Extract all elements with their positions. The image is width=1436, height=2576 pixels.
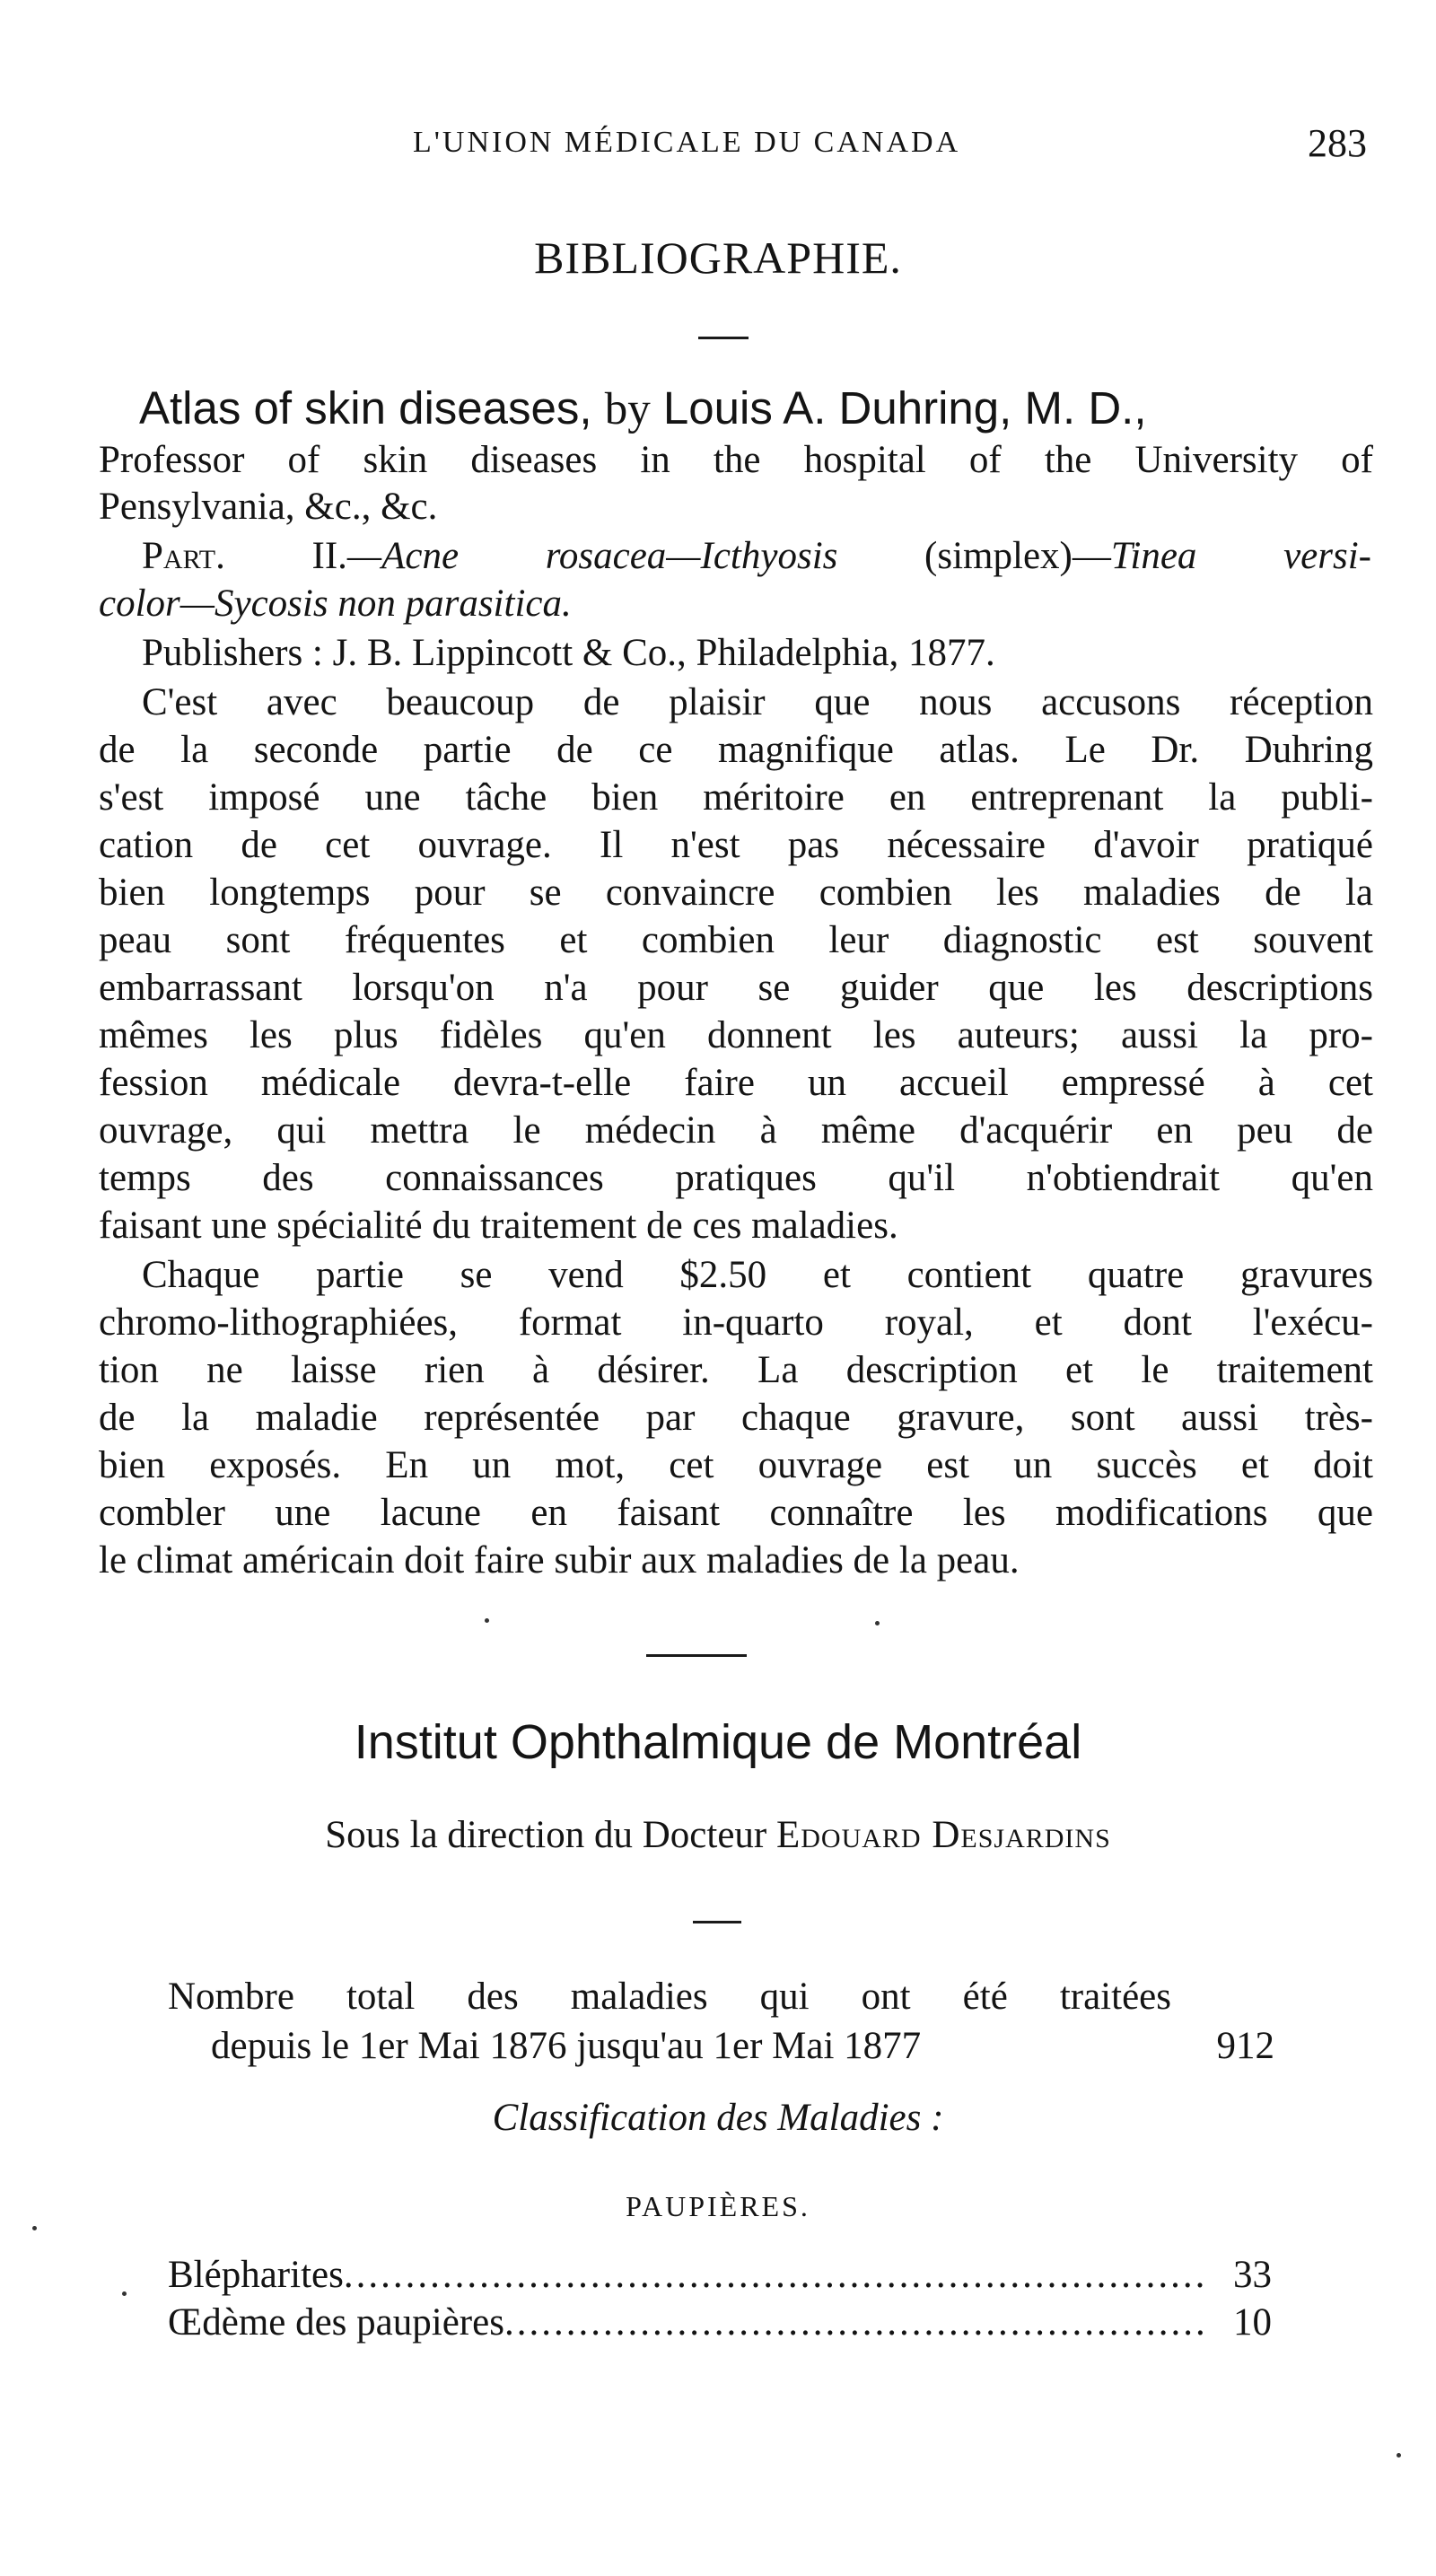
direction-line <box>0 1813 1436 1857</box>
total-value: 912 <box>1216 2025 1274 2067</box>
print-speck <box>32 2226 37 2230</box>
text-line: de la seconde partie de ce magnifique atlas. Le Dr. Duhring <box>99 729 1373 771</box>
print-speck <box>1397 2453 1401 2458</box>
print-speck <box>875 1621 880 1625</box>
divider-rule <box>693 1921 741 1923</box>
text-line: tion ne laisse rien à désirer. La description et le traitement <box>99 1349 1373 1391</box>
book-title-text: Atlas of skin diseases, <box>139 382 592 434</box>
text-line: Chaque partie se vend $2.50 et contient quatre gravures <box>142 1254 1373 1296</box>
text-line: le climat américain doit faire subir aux maladies de la peau. <box>99 1539 1020 1582</box>
classification-title: Classification des Maladies : <box>492 2097 944 2139</box>
book-subtitle-line: Pensylvania, &c., &c. <box>99 486 438 528</box>
section-divider-rule <box>646 1654 747 1657</box>
text-line: combler une lacune en faisant connaître les modifications que <box>99 1492 1373 1534</box>
text-line: de la maladie représentée par chaque gravure, sont aussi très- <box>99 1397 1373 1439</box>
print-speck <box>122 2291 127 2296</box>
part-label: Part. II. <box>142 535 347 577</box>
running-title: L'UNION MÉDICALE DU CANADA <box>413 126 961 159</box>
book-by: by <box>604 384 651 434</box>
text-line: C'est avec beaucoup de plaisir que nous accusons réception <box>142 681 1373 723</box>
row-value: 33 <box>1233 2254 1272 2296</box>
row-value: 10 <box>1233 2301 1272 2344</box>
text-line: temps des connaissances pratiques qu'il n'obtiendrait qu'en <box>99 1157 1373 1199</box>
text-line: embarrassant lorsqu'on n'a pour se guider que les descriptions <box>99 967 1373 1009</box>
text-line: mêmes les plus fidèles qu'en donnent les auteurs; aussi la pro- <box>99 1014 1373 1056</box>
section-title: BIBLIOGRAPHIE. <box>534 232 902 283</box>
total-line: Nombre total des maladies qui ont été traitées <box>168 1976 1171 2018</box>
book-subtitle-line: Professor of skin diseases in the hospital of the University of <box>99 439 1373 481</box>
book-part-line <box>142 534 1371 579</box>
row-label: Œdème des paupières <box>168 2301 504 2344</box>
running-head <box>0 121 1436 171</box>
text-line: ouvrage, qui mettra le médecin à même d'acquérir en peu de <box>99 1109 1373 1152</box>
leader-dots <box>344 2253 1209 2297</box>
book-part-line: color—Sycosis non parasitica. <box>99 583 572 625</box>
text-line: fession médicale devra-t-elle faire un accueil empressé à cet <box>99 1062 1373 1104</box>
director-name: Edouard Desjardins <box>775 1814 1111 1856</box>
table-row <box>168 2253 1272 2298</box>
total-period: depuis le 1er Mai 1876 jusqu'au 1er Mai 1877 <box>211 2025 922 2067</box>
row-label: Blépharites <box>168 2254 344 2296</box>
page-number: 283 <box>1308 121 1367 165</box>
book-title <box>139 381 1147 435</box>
text-line: chromo-lithographiées, format in-quarto royal, et dont l'exécu- <box>99 1301 1373 1344</box>
text-line: faisant une spécialité du traitement de ces maladies. <box>99 1205 898 1247</box>
institut-title: Institut Ophthalmique de Montréal <box>354 1715 1082 1769</box>
text-line: bien exposés. En un mot, cet ouvrage est un succès et doit <box>99 1444 1373 1486</box>
part-text: (simplex)— <box>837 535 1111 577</box>
publishers-line: Publishers : J. B. Lippincott & Co., Philadelphia, 1877. <box>142 632 995 674</box>
text-line: peau sont fréquentes et combien leur diagnostic est souvent <box>99 919 1373 961</box>
direction-prefix: Sous la direction du Docteur <box>325 1814 767 1856</box>
part-text: Tinea versi- <box>1110 535 1371 577</box>
leader-dots <box>504 2300 1209 2344</box>
part-text: —Acne rosacea—Icthyosis <box>346 535 838 577</box>
subheading-paupieres: PAUPIÈRES. <box>626 2190 810 2222</box>
table-row <box>168 2300 1272 2345</box>
divider-rule <box>698 337 749 339</box>
total-line <box>211 2024 1274 2069</box>
print-speck <box>485 1618 489 1623</box>
text-line: s'est imposé une tâche bien méritoire en entreprenant la publi- <box>99 776 1373 819</box>
book-author: Louis A. Duhring, M. D., <box>662 382 1147 434</box>
text-line: bien longtemps pour se convaincre combien les maladies de la <box>99 872 1373 914</box>
text-line: cation de cet ouvrage. Il n'est pas nécessaire d'avoir pratiqué <box>99 824 1373 866</box>
